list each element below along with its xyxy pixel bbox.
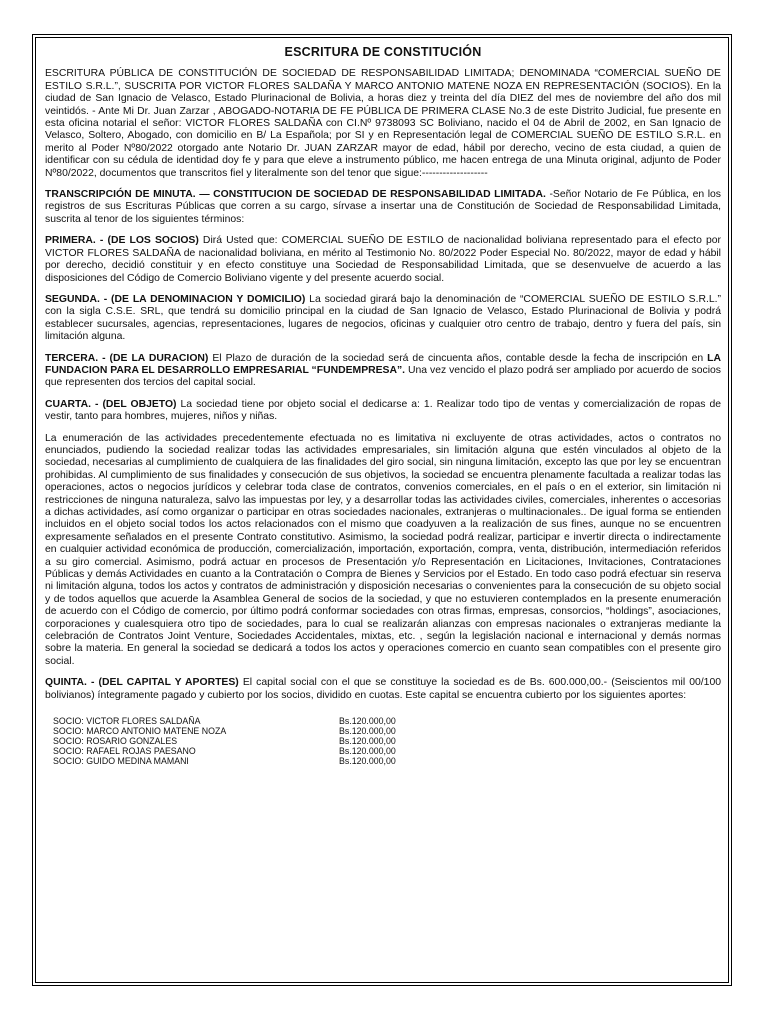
- tercera-heading: TERCERA. - (DE LA DURACION): [45, 352, 209, 364]
- transcripcion-heading: TRANSCRIPCIÓN DE MINUTA. — CONSTITUCION DE SOCIEDAD DE RESPONSABILIDAD LIMITADA.: [45, 189, 546, 201]
- socio-row: [53, 726, 721, 736]
- socio-row: [53, 716, 721, 726]
- socio-amount: Bs.120.000,00: [339, 736, 396, 747]
- socio-amount: Bs.120.000,00: [339, 716, 396, 727]
- primera-clause: [45, 235, 721, 285]
- primera-text: Dirá Usted que: COMERCIAL SUEÑO DE ESTILO de nacionalidad boliviana representado para el efecto por VICTOR FLORES SALDAÑA de nacionalidad boliviana, en mérito al Testimonio No. 80/2022 Poder Especial No. 80/2022, mayor de edad y hábil por derecho, decidió constituir y en efecto constituye una Sociedad de Responsabilidad Limitada, que se desenvuelve de acuerdo a las disposiciones del Código de Comercio Boliviano vigente y del presente acuerdo social.: [45, 235, 721, 284]
- document-body: [45, 46, 721, 766]
- segunda-text: La sociedad girará bajo la denominación de “COMERCIAL SUEÑO DE ESTILO S.R.L.” con la sigla C.S.E. SRL, que tendrá su domicilio principal en la ciudad de San Ignacio de Velasco, Estado Plurinacional de Bolivia y podrá establecer sucursales, agencias, representaciones, lugares de negocios, oficinas y cualquier otro centro de trabajo, dentro y fuera del país, sin limitación alguna.: [45, 293, 721, 343]
- transcripcion-text: -Señor Notario de Fe Pública, en los registros de sus Escrituras Públicas que corren a su cargo, sírvase a insertar una de Constitución de Sociedad de Responsabilidad Limitada, suscrita al tenor de los siguientes términos:: [45, 189, 721, 225]
- cuarta-heading: CUARTA. - (DEL OBJETO): [45, 398, 177, 410]
- transcripcion-paragraph: [45, 189, 721, 226]
- socios-list: [53, 716, 721, 766]
- socio-amount: Bs.120.000,00: [339, 726, 396, 737]
- cuarta-clause: [45, 399, 721, 424]
- socio-name: SOCIO: VICTOR FLORES SALDAÑA: [53, 716, 201, 727]
- socio-row: [53, 736, 721, 746]
- quinta-clause: [45, 677, 721, 702]
- segunda-heading: SEGUNDA. - (DE LA DENOMINACION Y DOMICILIO): [45, 293, 306, 305]
- fundempresa-name: LA FUNDACION PARA EL DESARROLLO EMPRESARIAL “FUNDEMPRESA”.: [45, 352, 721, 376]
- quinta-text: El capital social con el que se constituye la sociedad es de Bs. 600.000,00.- (Seiscientos mil 00/100 bolivianos) íntegramente pagado y cubierto por los socios, dividido en cuotas. Este capital se encuentra cubierto por los siguientes aportes:: [45, 677, 721, 701]
- socio-row: [53, 746, 721, 756]
- document-title: ESCRITURA DE CONSTITUCIÓN: [284, 45, 482, 59]
- socio-row: [53, 756, 721, 766]
- enumeracion-paragraph: La enumeración de las actividades precedentemente efectuada no es limitativa ni excluyente de otras actividades, actos o contratos no enunciados, pudiendo la sociedad realizar todas las actividades empresariales, sin limitación alguna que estén vinculados al objeto de la sociedad, necesarias al cumplimiento de cualquiera de las finalidades del giro social, sin ninguna limitación, excepto las que por ley se encuentran prohibidas. Al cumplimiento de sus finalidades y consecución de sus objetivos, la sociedad se encuentra plenamente facultada a realizar todas las operaciones, actos o negocios jurídicos y celebrar toda clase de contratos, convenios comerciales, en el país o en el exterior, sin limitación ni restricciones de ninguna naturaleza, salvo las impuestas por ley, y a desarrollar todas las actividades civiles, comerciales, inherentes o accesorias a dichas actividades, así como organizar o participar en otras sociedades nacionales, extranjeras o multinacionales.. De igual forma se entienden incluidos en el objeto social todos los actos relacionados con el mismo que coadyuven a la realización de sus fines, aunque no se encuentren expresamente señalados en el presente Contrato constitutivo. Asimismo, la sociedad podrá realizar, participar e invertir directa o indirectamente en cualquier actividad económica de producción, comercialización, importación, exportación, compra, venta, distribución, intermediación referidos a su giro comercial. Asimismo, podrá actuar en procesos de Presentación y/o Representación en Licitaciones, Invitaciones, Contrataciones Públicas y demás Actividades en cuanto a la Contratación o Compra de Bienes y Servicios por el Estado. En todo caso podrá efectuar sin reserva ni limitación alguna, todos los actos y contratos de administración y disposición necesarias o convenientes para la consecución de su objeto social y de todos aquellos que acuerde la Asamblea General de socios de la sociedad, y que no estuvieren contemplados en la presente enumeración de acuerdo con el Código de comercio, por último podrá conformar sociedades con otras firmas, empresas, consorcios, “holdings”, asociaciones, corporaciones y cualesquiera otro tipo de sociedades, para lo cual se realizarán alianzas con empresas nacionales o extranjeras mediante la celebración de Contratos Joint Venture, Sociedades Accidentales, mixtas, etc. , según la legislación nacional e internacional y demás normas sobre la materia. En general la sociedad se dedicará a todos los actos y operaciones comercio en cuanto sean compatibles con el presente giro social.: [45, 432, 721, 667]
- document-page: [32, 34, 732, 986]
- socio-name: SOCIO: RAFAEL ROJAS PAESANO: [53, 746, 196, 757]
- socio-name: SOCIO: GUIDO MEDINA MAMANI: [53, 756, 189, 767]
- socio-name: SOCIO: MARCO ANTONIO MATENE NOZA: [53, 726, 227, 737]
- tercera-text-2: Una vez vencido el plazo podrá ser ampliado por acuerdo de socios que representen dos tercios del capital social.: [45, 364, 721, 389]
- segunda-clause: [45, 294, 721, 344]
- cuarta-text: La sociedad tiene por objeto social el dedicarse a: 1. Realizar todo tipo de ventas y comercialización de ropas de vestir, tanto para hombres, mujeres, niños y niñas.: [45, 398, 722, 423]
- tercera-text-1: El Plazo de duración de la sociedad será de cincuenta años, contable desde la fecha de inscripción en: [208, 352, 708, 364]
- quinta-heading: QUINTA. - (DEL CAPITAL Y APORTES): [45, 677, 239, 689]
- socio-name: SOCIO: ROSARIO GONZALES: [53, 736, 178, 747]
- socio-amount: Bs.120.000,00: [339, 746, 396, 757]
- intro-paragraph: ESCRITURA PÚBLICA DE CONSTITUCIÓN DE SOCIEDAD DE RESPONSABILIDAD LIMITADA; DENOMINADA “COMERCIAL SUEÑO DE ESTILO S.R.L.”, SUSCRITA POR VICTOR FLORES SALDAÑA Y MARCO ANTONIO MATENE NOZA EN REPRESENTACIÓN (SOCIOS). En la ciudad de San Ignacio de Velasco, Estado Plurinacional de Bolivia, a horas diez y treinta del día DIEZ del mes de noviembre del año dos mil veintidós. - Ante Mi Dr. Juan Zarzar , ABOGADO-NOTARIA DE FE PÚBLICA DE PRIMERA CLASE No.3 de este Distrito Judicial, fue presente en esta oficina notarial el señor: VICTOR FLORES SALDAÑA con CI.Nº 9738093 SC Boliviano, nacido el 04 de Abril de 2002, en San Ignacio de Velasco, Soltero, Abogado, con domicilio en B/ La Española; por SI y en Representación legal de COMERCIAL SUEÑO DE ESTILO S.R.L. en merito al Poder Nº80/2022 otorgado ante Notario Dr. JUAN ZARZAR mayor de edad, hábil por derecho, vecino de esta ciudad, a quien de identificar con su cédula de identidad doy fe y para que eleve a instrumento público, me hacen entrega de una Minuta original, adjunto de Poder Nº80/2022, documentos que transcritos fiel y literalmente son del tenor que sigue:-------------------: [45, 68, 721, 179]
- primera-heading: PRIMERA. - (DE LOS SOCIOS): [45, 235, 199, 247]
- tercera-clause: [45, 353, 721, 390]
- socio-amount: Bs.120.000,00: [339, 756, 396, 767]
